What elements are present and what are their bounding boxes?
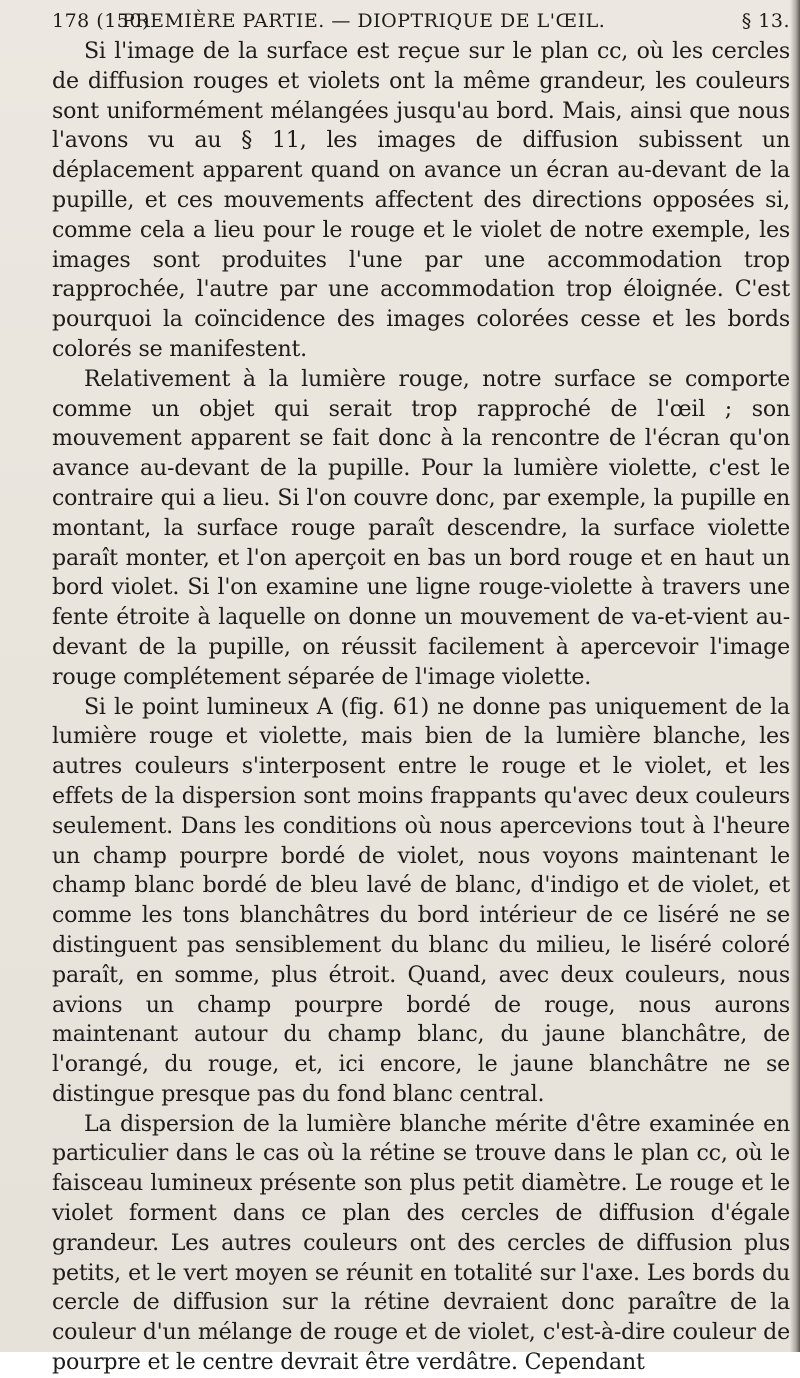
paragraph-4: La dispersion de la lumière blanche mérite d'être examinée en particulier dans le cas où la rétine se trouve dans le plan cc, où le faisceau lumineux présente son plus petit diamètre. Le rouge et le violet forment dans ce plan des cercles de diffusion d'égale grandeur. Les autres couleurs ont des cercles de diffusion plus petits, et le vert moyen se réunit en totalité sur l'axe. Les bords du cercle de diffusion sur la rétine devraient donc paraître de la couleur d'un mélange de rouge et de violet, c'est-à-dire couleur de pourpre et le centre devrait être verdâtre. Cependant xyxy=(52,1110,790,1376)
page-edge-shadow xyxy=(790,0,800,1352)
paragraph-2: Relativement à la lumière rouge, notre surface se comporte comme un objet qui serait trop rapproché de l'œil ; son mouvement apparent se fait donc à la rencontre de l'écran qu'on avance au-devant de la pupille. Pour la lumière violette, c'est le contraire qui a lieu. Si l'on couvre donc, par exemple, la pupille en montant, la surface rouge paraît descendre, la surface violette paraît monter, et l'on aperçoit en bas un bord rouge et en haut un bord violet. Si l'on examine une ligne rouge-violette à travers une fente étroite à laquelle on donne un mouvement de va-et-vient au-devant de la pupille, on réussit facilement à apercevoir l'image rouge complétement séparée de l'image violette. xyxy=(52,365,790,690)
section-number: § 13. xyxy=(741,10,790,32)
paragraph-1: Si l'image de la surface est reçue sur le plan cc, où les cercles de diffusion rouges et violets ont la même grandeur, les couleurs sont uniformément mélangées jusqu'au bord. Mais, ainsi que nous l'avons vu au § 11, les images de diffusion subissent un déplacement apparent quand on avance un écran au-devant de la pupille, et ces mouvements affectent des directions opposées si, comme cela a lieu pour le rouge et le violet de notre exemple, les images sont produites l'une par une accommodation trop rapprochée, l'autre par une accommodation trop éloignée. C'est pourquoi la coïncidence des images colorées cesse et les bords colorés se manifestent. xyxy=(52,38,790,362)
running-title: PREMIÈRE PARTIE. — DIOPTRIQUE DE L'ŒIL. xyxy=(122,10,606,32)
body-text xyxy=(52,37,790,1378)
paragraph-3: Si le point lumineux A (fig. 61) ne donne pas uniquement de la lumière rouge et violette, mais bien de la lumière blanche, les autres couleurs s'interposent entre le rouge et le violet, et les effets de la dispersion sont moins frappants qu'avec deux couleurs seulement. Dans les conditions où nous apercevions tout à l'heure un champ pourpre bordé de violet, nous voyons maintenant le champ blanc bordé de bleu lavé de blanc, d'indigo et de violet, et comme les tons blanchâtres du bord intérieur de ce liséré ne se distinguent pas sensiblement du blanc du milieu, le liséré coloré paraît, en somme, plus étroit. Quand, avec deux couleurs, nous avions un champ pourpre bordé de rouge, nous aurons maintenant autour du champ blanc, du jaune blanchâtre, de l'orangé, du rouge, et, ici encore, le jaune blanchâtre ne se distingue presque pas du fond blanc central. xyxy=(52,693,790,1107)
page-number: 178 (150) xyxy=(52,10,150,32)
